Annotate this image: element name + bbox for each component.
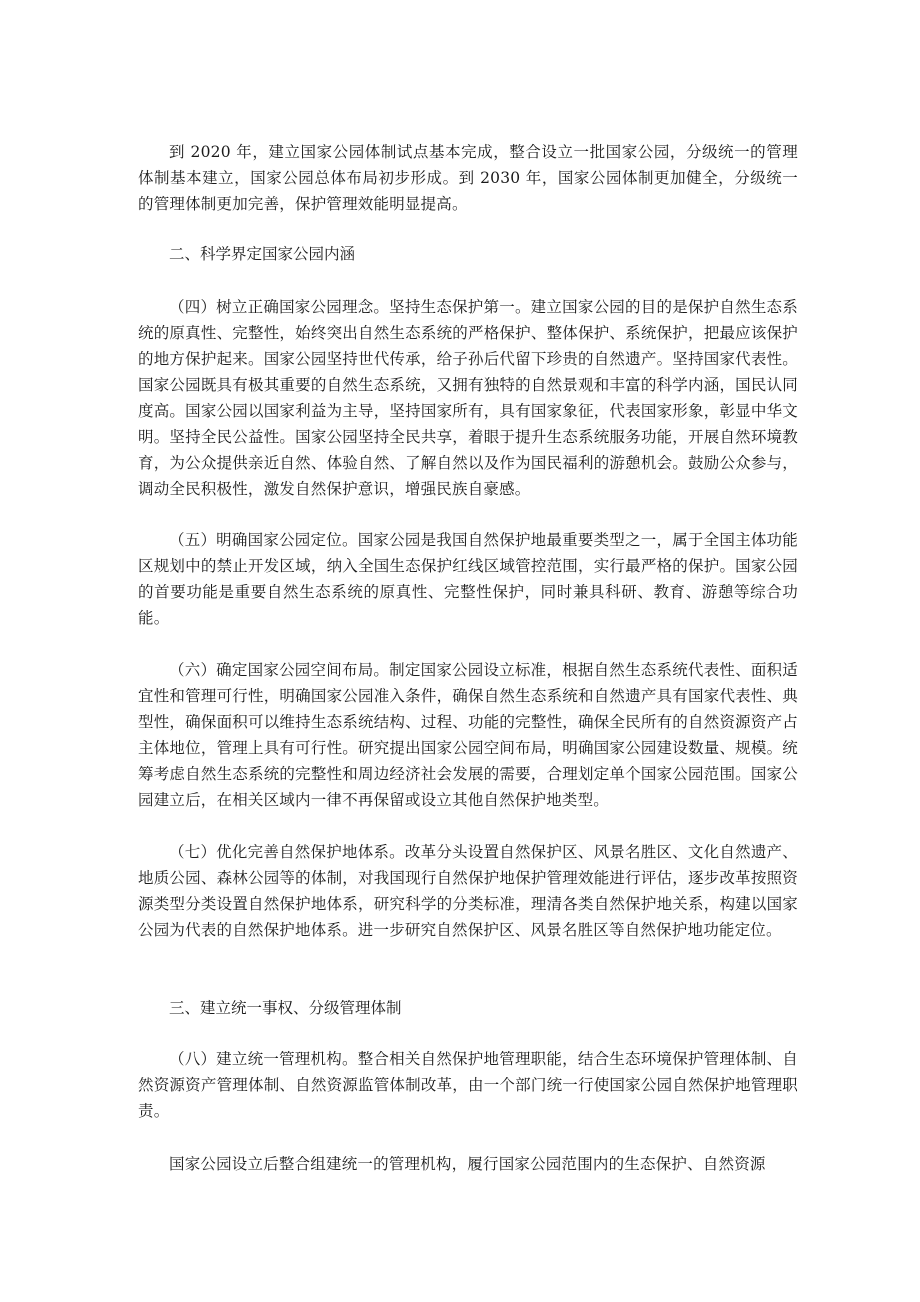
paragraph-9-management-duties: 国家公园设立后整合组建统一的管理机构，履行国家公园范围内的生态保护、自然资源 — [169, 1155, 766, 1173]
section-heading-2: 二、科学界定国家公园内涵 — [169, 245, 356, 263]
section-heading-3: 三、建立统一事权、分级管理体制 — [169, 999, 402, 1017]
paragraph-goals-2020-2030: 到 2020 年，建立国家公园体制试点基本完成，整合设立一批国家公园，分级统一的管理体制基本建立，国家公园总体布局初步形成。到 2030 年，国家公园体制更加健全，分级统一的管理体制更加完善，保护管理效能明显提高。 — [138, 143, 798, 213]
paragraph-6-spatial-layout: （六）确定国家公园空间布局。制定国家公园设立标准，根据自然生态系统代表性、面积适宜性和管理可行性，明确国家公园准入条件，确保自然生态系统和自然遗产具有国家代表性、典型性，确保面积可以维持生态系统结构、过程、功能的完整性，确保全民所有的自然资源资产占主体地位，管理上具有可行性。研究提出国家公园空间布局，明确国家公园建设数量、规模。统筹考虑自然生态系统的完整性和周边经济社会发展的需要，合理划定单个国家公园范围。国家公园建立后，在相关区域内一律不再保留或设立其他自然保护地类型。 — [138, 661, 798, 809]
paragraph-4-concept: （四）树立正确国家公园理念。坚持生态保护第一。建立国家公园的目的是保护自然生态系统的原真性、完整性，始终突出自然生态系统的严格保护、整体保护、系统保护，把最应该保护的地方保护起来。国家公园坚持世代传承，给子孙后代留下珍贵的自然遗产。坚持国家代表性。国家公园既具有极其重要的自然生态系统，又拥有独特的自然景观和丰富的科学内涵，国民认同度高。国家公园以国家利益为主导，坚持国家所有，具有国家象征，代表国家形象，彰显中华文明。坚持全民公益性。国家公园坚持全民共享，着眼于提升生态系统服务功能，开展自然环境教育，为公众提供亲近自然、体验自然、了解自然以及作为国民福利的游憩机会。鼓励公众参与，调动全民积极性，激发自然保护意识，增强民族自豪感。 — [138, 298, 798, 498]
paragraph-8-management-body: （八）建立统一管理机构。整合相关自然保护地管理职能，结合生态环境保护管理体制、自然资源资产管理体制、自然资源监管体制改革，由一个部门统一行使国家公园自然保护地管理职责。 — [138, 1050, 798, 1120]
paragraph-7-protected-area-system: （七）优化完善自然保护地体系。改革分头设置自然保护区、风景名胜区、文化自然遗产、地质公园、森林公园等的体制，对我国现行自然保护地保护管理效能进行评估，逐步改革按照资源类型分类设置自然保护地体系，研究科学的分类标准，理清各类自然保护地关系，构建以国家公园为代表的自然保护地体系。进一步研究自然保护区、风景名胜区等自然保护地功能定位。 — [138, 843, 798, 939]
paragraph-5-positioning: （五）明确国家公园定位。国家公园是我国自然保护地最重要类型之一，属于全国主体功能区规划中的禁止开发区域，纳入全国生态保护红线区域管控范围，实行最严格的保护。国家公园的首要功能是重要自然生态系统的原真性、完整性保护，同时兼具科研、教育、游憩等综合功能。 — [138, 531, 798, 627]
